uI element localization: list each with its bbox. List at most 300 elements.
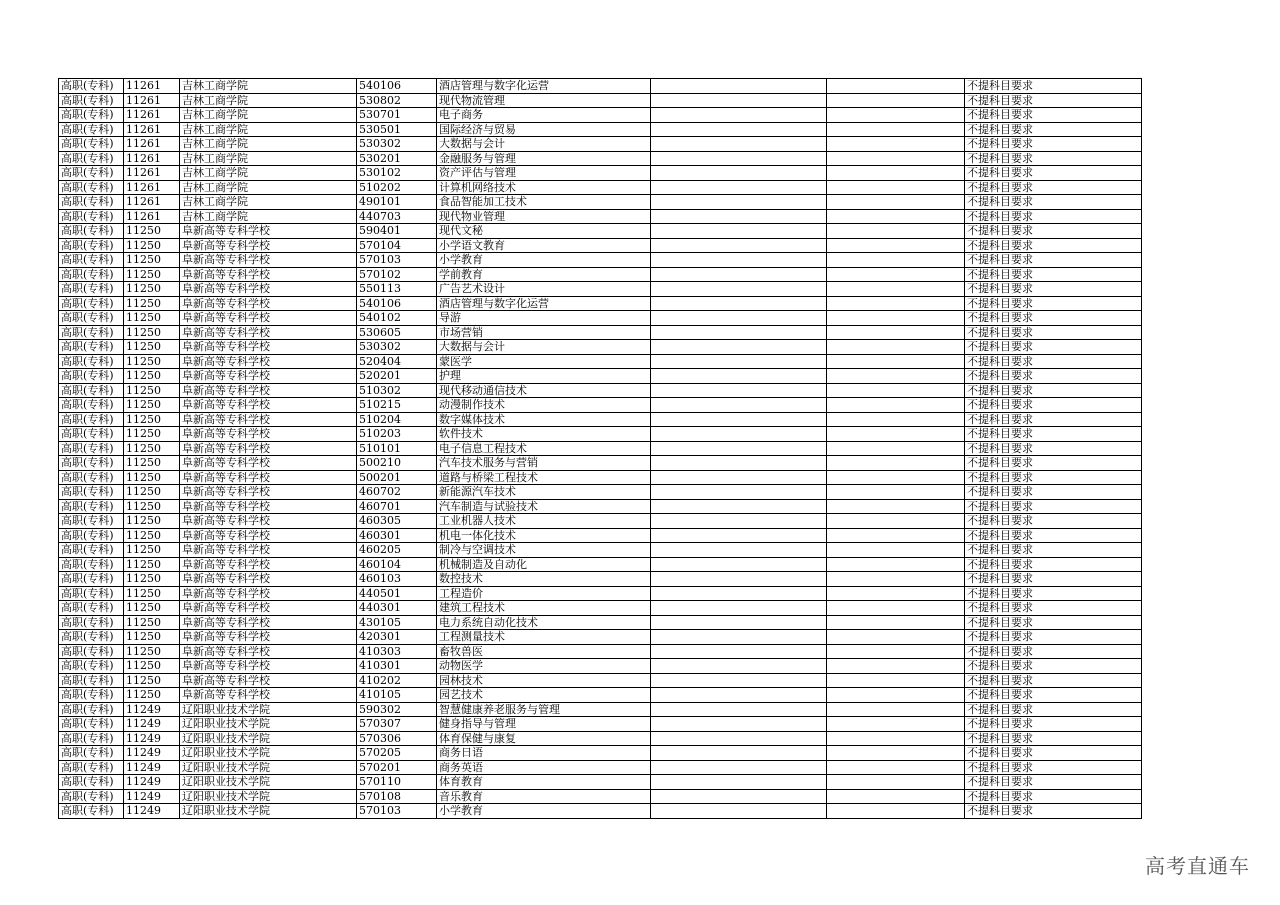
level-cell: 高职(专科)	[59, 572, 124, 587]
blank-cell	[827, 122, 965, 137]
major-code-cell: 440501	[357, 586, 437, 601]
major-code-cell: 410202	[357, 673, 437, 688]
blank-cell	[651, 108, 827, 123]
level-cell: 高职(专科)	[59, 311, 124, 326]
major-code-cell: 440301	[357, 601, 437, 616]
table-row	[59, 499, 1142, 514]
level-cell: 高职(专科)	[59, 804, 124, 819]
blank-cell	[651, 528, 827, 543]
table-row	[59, 93, 1142, 108]
major-code-cell: 460205	[357, 543, 437, 558]
school-name-cell: 阜新高等专科学校	[180, 528, 357, 543]
major-code-cell: 510302	[357, 383, 437, 398]
major-name-cell: 食品智能加工技术	[437, 195, 651, 210]
school-name-cell: 阜新高等专科学校	[180, 441, 357, 456]
blank-cell	[827, 688, 965, 703]
major-code-cell: 530605	[357, 325, 437, 340]
table-row	[59, 311, 1142, 326]
major-code-cell: 570104	[357, 238, 437, 253]
school-code-cell: 11250	[124, 412, 180, 427]
major-name-cell: 现代物业管理	[437, 209, 651, 224]
table-row	[59, 122, 1142, 137]
major-code-cell: 510204	[357, 412, 437, 427]
blank-cell	[827, 615, 965, 630]
school-name-cell: 阜新高等专科学校	[180, 543, 357, 558]
data-table	[58, 78, 1142, 819]
blank-cell	[827, 253, 965, 268]
school-name-cell: 阜新高等专科学校	[180, 325, 357, 340]
level-cell: 高职(专科)	[59, 412, 124, 427]
school-name-cell: 辽阳职业技术学院	[180, 760, 357, 775]
level-cell: 高职(专科)	[59, 383, 124, 398]
school-code-cell: 11249	[124, 804, 180, 819]
school-code-cell: 11250	[124, 253, 180, 268]
school-name-cell: 吉林工商学院	[180, 79, 357, 94]
requirement-cell: 不提科目要求	[965, 108, 1142, 123]
blank-cell	[827, 775, 965, 790]
school-code-cell: 11250	[124, 383, 180, 398]
blank-cell	[651, 267, 827, 282]
school-name-cell: 吉林工商学院	[180, 137, 357, 152]
table-row	[59, 514, 1142, 529]
blank-cell	[651, 630, 827, 645]
requirement-cell: 不提科目要求	[965, 325, 1142, 340]
school-code-cell: 11250	[124, 441, 180, 456]
major-code-cell: 530302	[357, 137, 437, 152]
level-cell: 高职(专科)	[59, 267, 124, 282]
blank-cell	[827, 151, 965, 166]
school-code-cell: 11250	[124, 311, 180, 326]
requirement-cell: 不提科目要求	[965, 804, 1142, 819]
table-row	[59, 673, 1142, 688]
school-code-cell: 11250	[124, 543, 180, 558]
table-row	[59, 166, 1142, 181]
requirement-cell: 不提科目要求	[965, 572, 1142, 587]
requirement-cell: 不提科目要求	[965, 601, 1142, 616]
major-code-cell: 410105	[357, 688, 437, 703]
school-code-cell: 11250	[124, 456, 180, 471]
blank-cell	[827, 340, 965, 355]
major-code-cell: 500201	[357, 470, 437, 485]
blank-cell	[651, 557, 827, 572]
school-code-cell: 11250	[124, 296, 180, 311]
blank-cell	[827, 238, 965, 253]
level-cell: 高职(专科)	[59, 615, 124, 630]
requirement-cell: 不提科目要求	[965, 746, 1142, 761]
blank-cell	[827, 499, 965, 514]
school-code-cell: 11250	[124, 615, 180, 630]
blank-cell	[651, 789, 827, 804]
blank-cell	[651, 340, 827, 355]
blank-cell	[651, 601, 827, 616]
level-cell: 高职(专科)	[59, 166, 124, 181]
major-name-cell: 金融服务与管理	[437, 151, 651, 166]
requirement-cell: 不提科目要求	[965, 717, 1142, 732]
requirement-cell: 不提科目要求	[965, 586, 1142, 601]
level-cell: 高职(专科)	[59, 717, 124, 732]
blank-cell	[651, 731, 827, 746]
table-row	[59, 253, 1142, 268]
blank-cell	[651, 137, 827, 152]
major-code-cell: 530201	[357, 151, 437, 166]
blank-cell	[651, 79, 827, 94]
level-cell: 高职(专科)	[59, 731, 124, 746]
school-code-cell: 11250	[124, 688, 180, 703]
requirement-cell: 不提科目要求	[965, 557, 1142, 572]
major-name-cell: 数字媒体技术	[437, 412, 651, 427]
blank-cell	[827, 209, 965, 224]
requirement-cell: 不提科目要求	[965, 630, 1142, 645]
major-name-cell: 制冷与空调技术	[437, 543, 651, 558]
table-row	[59, 398, 1142, 413]
major-name-cell: 酒店管理与数字化运营	[437, 296, 651, 311]
blank-cell	[651, 702, 827, 717]
school-name-cell: 吉林工商学院	[180, 166, 357, 181]
blank-cell	[827, 137, 965, 152]
major-code-cell: 460104	[357, 557, 437, 572]
blank-cell	[827, 528, 965, 543]
school-code-cell: 11250	[124, 499, 180, 514]
blank-cell	[651, 224, 827, 239]
blank-cell	[827, 354, 965, 369]
level-cell: 高职(专科)	[59, 514, 124, 529]
major-code-cell: 540106	[357, 296, 437, 311]
blank-cell	[827, 485, 965, 500]
table-row	[59, 557, 1142, 572]
table-row	[59, 296, 1142, 311]
requirement-cell: 不提科目要求	[965, 151, 1142, 166]
major-name-cell: 现代文秘	[437, 224, 651, 239]
major-name-cell: 音乐教育	[437, 789, 651, 804]
table-row	[59, 383, 1142, 398]
blank-cell	[827, 108, 965, 123]
blank-cell	[651, 717, 827, 732]
major-code-cell: 590401	[357, 224, 437, 239]
requirement-cell: 不提科目要求	[965, 369, 1142, 384]
school-code-cell: 11250	[124, 673, 180, 688]
table-row	[59, 731, 1142, 746]
level-cell: 高职(专科)	[59, 151, 124, 166]
level-cell: 高职(专科)	[59, 775, 124, 790]
blank-cell	[827, 630, 965, 645]
major-name-cell: 汽车制造与试验技术	[437, 499, 651, 514]
blank-cell	[827, 586, 965, 601]
blank-cell	[827, 441, 965, 456]
table-row	[59, 485, 1142, 500]
major-name-cell: 动漫制作技术	[437, 398, 651, 413]
school-name-cell: 阜新高等专科学校	[180, 456, 357, 471]
requirement-cell: 不提科目要求	[965, 412, 1142, 427]
level-cell: 高职(专科)	[59, 630, 124, 645]
level-cell: 高职(专科)	[59, 688, 124, 703]
major-name-cell: 体育保健与康复	[437, 731, 651, 746]
table-row	[59, 789, 1142, 804]
blank-cell	[827, 224, 965, 239]
blank-cell	[827, 789, 965, 804]
major-name-cell: 小学语文教育	[437, 238, 651, 253]
major-name-cell: 体育教育	[437, 775, 651, 790]
school-code-cell: 11250	[124, 557, 180, 572]
blank-cell	[651, 485, 827, 500]
table-row	[59, 572, 1142, 587]
blank-cell	[827, 760, 965, 775]
school-name-cell: 阜新高等专科学校	[180, 615, 357, 630]
major-name-cell: 动物医学	[437, 659, 651, 674]
blank-cell	[651, 543, 827, 558]
school-name-cell: 辽阳职业技术学院	[180, 746, 357, 761]
requirement-cell: 不提科目要求	[965, 441, 1142, 456]
school-code-cell: 11261	[124, 209, 180, 224]
blank-cell	[827, 180, 965, 195]
requirement-cell: 不提科目要求	[965, 456, 1142, 471]
school-name-cell: 吉林工商学院	[180, 195, 357, 210]
major-code-cell: 460103	[357, 572, 437, 587]
level-cell: 高职(专科)	[59, 398, 124, 413]
school-code-cell: 11250	[124, 398, 180, 413]
major-name-cell: 资产评估与管理	[437, 166, 651, 181]
requirement-cell: 不提科目要求	[965, 311, 1142, 326]
school-code-cell: 11250	[124, 282, 180, 297]
major-name-cell: 酒店管理与数字化运营	[437, 79, 651, 94]
table-row	[59, 412, 1142, 427]
table-row	[59, 137, 1142, 152]
major-code-cell: 410303	[357, 644, 437, 659]
major-name-cell: 商务日语	[437, 746, 651, 761]
blank-cell	[827, 659, 965, 674]
blank-cell	[827, 93, 965, 108]
school-code-cell: 11261	[124, 151, 180, 166]
level-cell: 高职(专科)	[59, 122, 124, 137]
blank-cell	[827, 514, 965, 529]
table-row	[59, 717, 1142, 732]
school-code-cell: 11250	[124, 470, 180, 485]
blank-cell	[651, 325, 827, 340]
school-code-cell: 11249	[124, 702, 180, 717]
blank-cell	[651, 760, 827, 775]
level-cell: 高职(专科)	[59, 543, 124, 558]
blank-cell	[827, 601, 965, 616]
requirement-cell: 不提科目要求	[965, 731, 1142, 746]
blank-cell	[827, 746, 965, 761]
blank-cell	[827, 267, 965, 282]
school-name-cell: 阜新高等专科学校	[180, 311, 357, 326]
school-name-cell: 阜新高等专科学校	[180, 514, 357, 529]
table-row	[59, 427, 1142, 442]
requirement-cell: 不提科目要求	[965, 122, 1142, 137]
blank-cell	[827, 369, 965, 384]
major-code-cell: 570103	[357, 804, 437, 819]
major-name-cell: 机电一体化技术	[437, 528, 651, 543]
requirement-cell: 不提科目要求	[965, 644, 1142, 659]
table-row	[59, 369, 1142, 384]
school-name-cell: 阜新高等专科学校	[180, 470, 357, 485]
blank-cell	[827, 296, 965, 311]
major-name-cell: 商务英语	[437, 760, 651, 775]
table-row	[59, 543, 1142, 558]
school-name-cell: 阜新高等专科学校	[180, 673, 357, 688]
blank-cell	[651, 615, 827, 630]
school-name-cell: 辽阳职业技术学院	[180, 731, 357, 746]
requirement-cell: 不提科目要求	[965, 789, 1142, 804]
table-row	[59, 151, 1142, 166]
blank-cell	[827, 644, 965, 659]
major-code-cell: 570110	[357, 775, 437, 790]
requirement-cell: 不提科目要求	[965, 528, 1142, 543]
school-name-cell: 吉林工商学院	[180, 122, 357, 137]
level-cell: 高职(专科)	[59, 702, 124, 717]
school-code-cell: 11249	[124, 746, 180, 761]
table-row	[59, 180, 1142, 195]
school-name-cell: 辽阳职业技术学院	[180, 702, 357, 717]
requirement-cell: 不提科目要求	[965, 688, 1142, 703]
major-code-cell: 550113	[357, 282, 437, 297]
blank-cell	[651, 775, 827, 790]
school-name-cell: 阜新高等专科学校	[180, 586, 357, 601]
major-code-cell: 520201	[357, 369, 437, 384]
table-row	[59, 659, 1142, 674]
blank-cell	[651, 398, 827, 413]
blank-cell	[827, 398, 965, 413]
major-name-cell: 工程测量技术	[437, 630, 651, 645]
school-name-cell: 阜新高等专科学校	[180, 659, 357, 674]
level-cell: 高职(专科)	[59, 296, 124, 311]
table-row	[59, 601, 1142, 616]
school-name-cell: 阜新高等专科学校	[180, 340, 357, 355]
major-code-cell: 530802	[357, 93, 437, 108]
requirement-cell: 不提科目要求	[965, 209, 1142, 224]
level-cell: 高职(专科)	[59, 238, 124, 253]
level-cell: 高职(专科)	[59, 325, 124, 340]
school-code-cell: 11261	[124, 137, 180, 152]
table-row	[59, 340, 1142, 355]
level-cell: 高职(专科)	[59, 528, 124, 543]
level-cell: 高职(专科)	[59, 760, 124, 775]
major-name-cell: 电力系统自动化技术	[437, 615, 651, 630]
major-name-cell: 道路与桥梁工程技术	[437, 470, 651, 485]
requirement-cell: 不提科目要求	[965, 354, 1142, 369]
major-name-cell: 市场营销	[437, 325, 651, 340]
major-name-cell: 大数据与会计	[437, 137, 651, 152]
blank-cell	[827, 804, 965, 819]
school-code-cell: 11250	[124, 572, 180, 587]
requirement-cell: 不提科目要求	[965, 296, 1142, 311]
requirement-cell: 不提科目要求	[965, 775, 1142, 790]
school-name-cell: 阜新高等专科学校	[180, 354, 357, 369]
blank-cell	[651, 253, 827, 268]
major-code-cell: 530701	[357, 108, 437, 123]
major-code-cell: 530501	[357, 122, 437, 137]
blank-cell	[651, 354, 827, 369]
major-code-cell: 570108	[357, 789, 437, 804]
school-code-cell: 11249	[124, 789, 180, 804]
blank-cell	[651, 427, 827, 442]
blank-cell	[651, 180, 827, 195]
school-code-cell: 11261	[124, 195, 180, 210]
blank-cell	[651, 282, 827, 297]
major-code-cell: 570103	[357, 253, 437, 268]
major-name-cell: 计算机网络技术	[437, 180, 651, 195]
school-name-cell: 阜新高等专科学校	[180, 296, 357, 311]
requirement-cell: 不提科目要求	[965, 514, 1142, 529]
school-name-cell: 辽阳职业技术学院	[180, 717, 357, 732]
school-code-cell: 11250	[124, 224, 180, 239]
table-row	[59, 760, 1142, 775]
blank-cell	[651, 195, 827, 210]
school-code-cell: 11249	[124, 760, 180, 775]
blank-cell	[827, 282, 965, 297]
major-code-cell: 530102	[357, 166, 437, 181]
table-row	[59, 238, 1142, 253]
school-code-cell: 11250	[124, 659, 180, 674]
level-cell: 高职(专科)	[59, 93, 124, 108]
blank-cell	[651, 209, 827, 224]
blank-cell	[827, 731, 965, 746]
level-cell: 高职(专科)	[59, 354, 124, 369]
blank-cell	[651, 122, 827, 137]
major-code-cell: 490101	[357, 195, 437, 210]
level-cell: 高职(专科)	[59, 427, 124, 442]
school-name-cell: 阜新高等专科学校	[180, 224, 357, 239]
blank-cell	[827, 166, 965, 181]
level-cell: 高职(专科)	[59, 789, 124, 804]
table-row	[59, 282, 1142, 297]
blank-cell	[827, 195, 965, 210]
school-code-cell: 11250	[124, 630, 180, 645]
major-code-cell: 510215	[357, 398, 437, 413]
table-row	[59, 195, 1142, 210]
requirement-cell: 不提科目要求	[965, 615, 1142, 630]
major-name-cell: 现代移动通信技术	[437, 383, 651, 398]
major-name-cell: 园林技术	[437, 673, 651, 688]
major-name-cell: 机械制造及自动化	[437, 557, 651, 572]
table-row	[59, 702, 1142, 717]
school-code-cell: 11249	[124, 775, 180, 790]
requirement-cell: 不提科目要求	[965, 499, 1142, 514]
blank-cell	[827, 673, 965, 688]
blank-cell	[651, 644, 827, 659]
blank-cell	[827, 79, 965, 94]
major-name-cell: 畜牧兽医	[437, 644, 651, 659]
blank-cell	[651, 659, 827, 674]
major-name-cell: 护理	[437, 369, 651, 384]
school-code-cell: 11249	[124, 717, 180, 732]
blank-cell	[827, 311, 965, 326]
level-cell: 高职(专科)	[59, 746, 124, 761]
school-name-cell: 阜新高等专科学校	[180, 572, 357, 587]
blank-cell	[827, 427, 965, 442]
requirement-cell: 不提科目要求	[965, 659, 1142, 674]
major-name-cell: 软件技术	[437, 427, 651, 442]
major-code-cell: 460305	[357, 514, 437, 529]
blank-cell	[827, 325, 965, 340]
major-code-cell: 510203	[357, 427, 437, 442]
table-row	[59, 688, 1142, 703]
school-name-cell: 阜新高等专科学校	[180, 238, 357, 253]
school-name-cell: 阜新高等专科学校	[180, 383, 357, 398]
major-code-cell: 420301	[357, 630, 437, 645]
major-code-cell: 440703	[357, 209, 437, 224]
blank-cell	[651, 688, 827, 703]
major-name-cell: 导游	[437, 311, 651, 326]
blank-cell	[827, 543, 965, 558]
major-name-cell: 现代物流管理	[437, 93, 651, 108]
school-name-cell: 阜新高等专科学校	[180, 601, 357, 616]
school-code-cell: 11250	[124, 354, 180, 369]
major-code-cell: 460701	[357, 499, 437, 514]
blank-cell	[651, 572, 827, 587]
level-cell: 高职(专科)	[59, 499, 124, 514]
level-cell: 高职(专科)	[59, 224, 124, 239]
